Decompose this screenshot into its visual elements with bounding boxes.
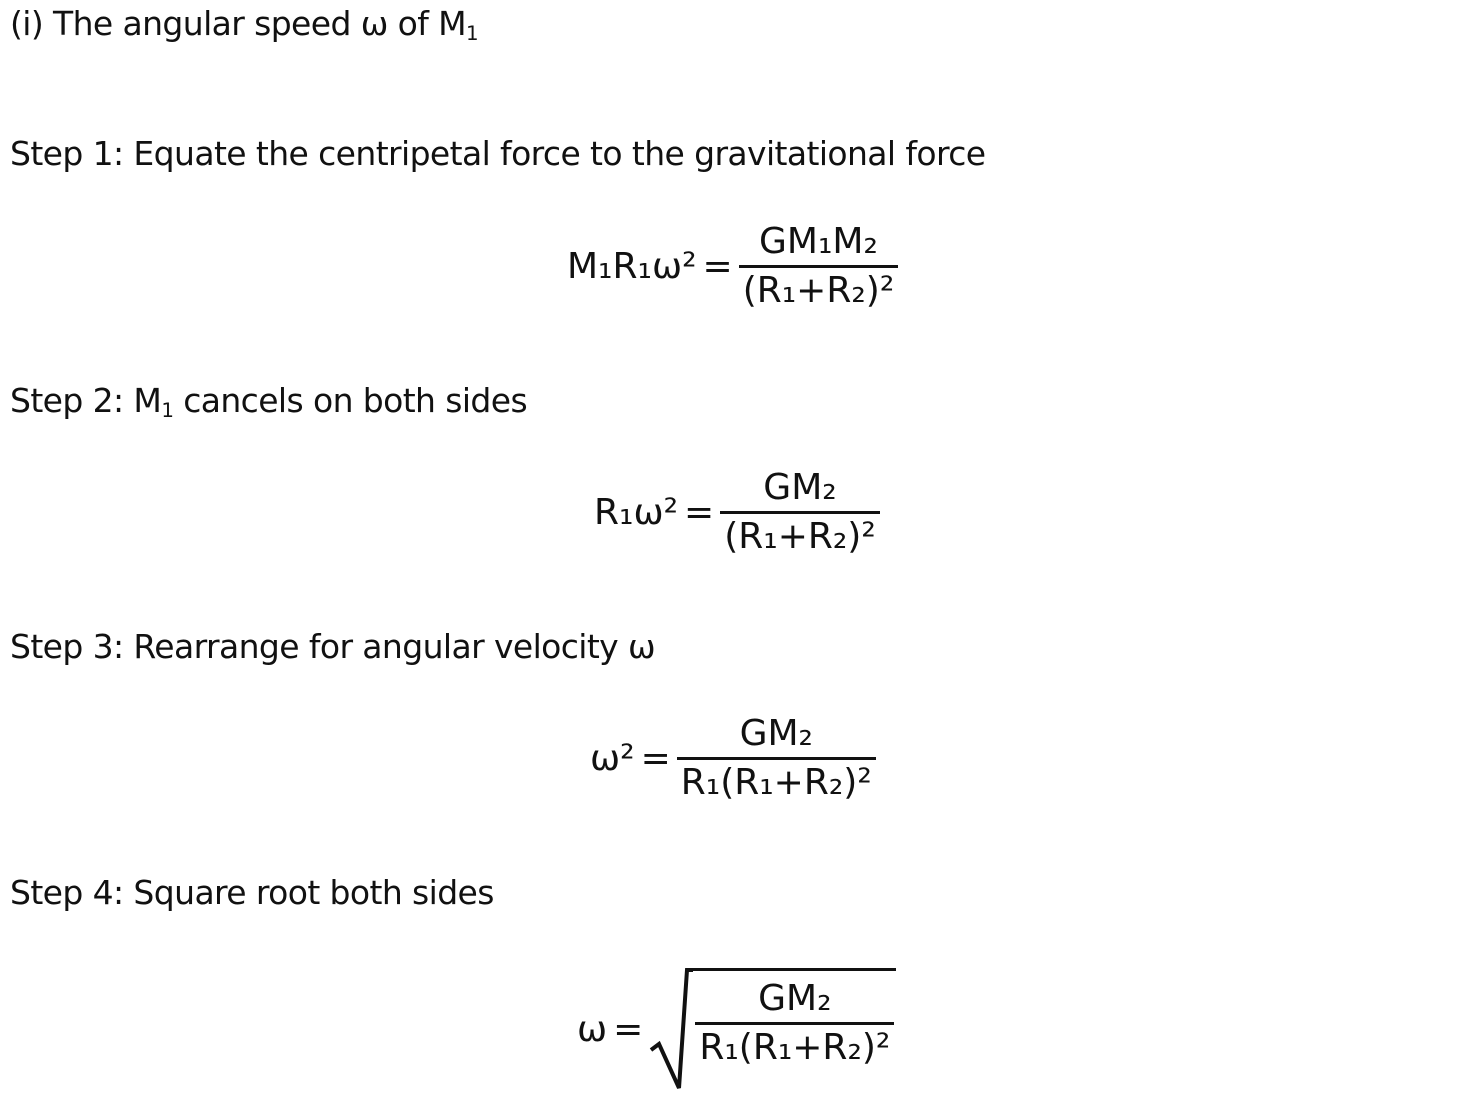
step-3-equation [590,714,876,803]
step-2-equals: = [684,492,715,533]
title-subscript: 1 [466,21,478,45]
step-2-lhs: R₁ω² [594,492,679,533]
square-root-radicand [693,968,896,1090]
step-3-numerator: GM₂ [739,713,813,754]
step-2-equation [594,468,880,557]
step-1-label: Step 1: Equate the centripetal force to the gravitational force [10,134,986,173]
step-1-lhs: M₁R₁ω² [567,246,697,287]
step-4-fraction [695,979,894,1068]
step-2-label-prefix: Step 2: M [10,381,162,420]
radical-sign-icon [649,968,693,1090]
step-2-label-suffix: cancels on both sides [173,381,528,420]
problem-part-title [10,4,478,44]
step-3-equals: = [640,738,671,779]
step-1-equals: = [702,246,733,287]
step-3-lhs: ω² [590,738,635,779]
step-4-denominator: R₁(R₁+R₂)² [699,1027,891,1068]
step-2-label [10,381,527,421]
step-1-denominator: (R₁+R₂)² [742,270,895,311]
step-2-label-subscript: 1 [161,398,174,422]
step-2-denominator: (R₁+R₂)² [724,516,876,557]
step-3-label: Step 3: Rearrange for angular velocity ω [10,627,656,666]
step-3-denominator: R₁(R₁+R₂)² [680,762,872,803]
step-1-numerator: GM₁M₂ [759,221,878,262]
step-4-lhs: ω [577,1008,608,1050]
step-2-numerator: GM₂ [763,467,837,508]
square-root [649,968,896,1090]
step-4-equals: = [613,1008,644,1050]
step-4-label: Step 4: Square root both sides [10,873,494,912]
step-2-fraction [720,468,880,557]
step-1-fraction [739,222,899,311]
step-4-equation [577,968,896,1090]
step-1-equation [567,222,898,311]
step-4-numerator: GM₂ [758,978,832,1019]
step-3-fraction [677,714,876,803]
title-text: (i) The angular speed ω of M [10,4,466,43]
